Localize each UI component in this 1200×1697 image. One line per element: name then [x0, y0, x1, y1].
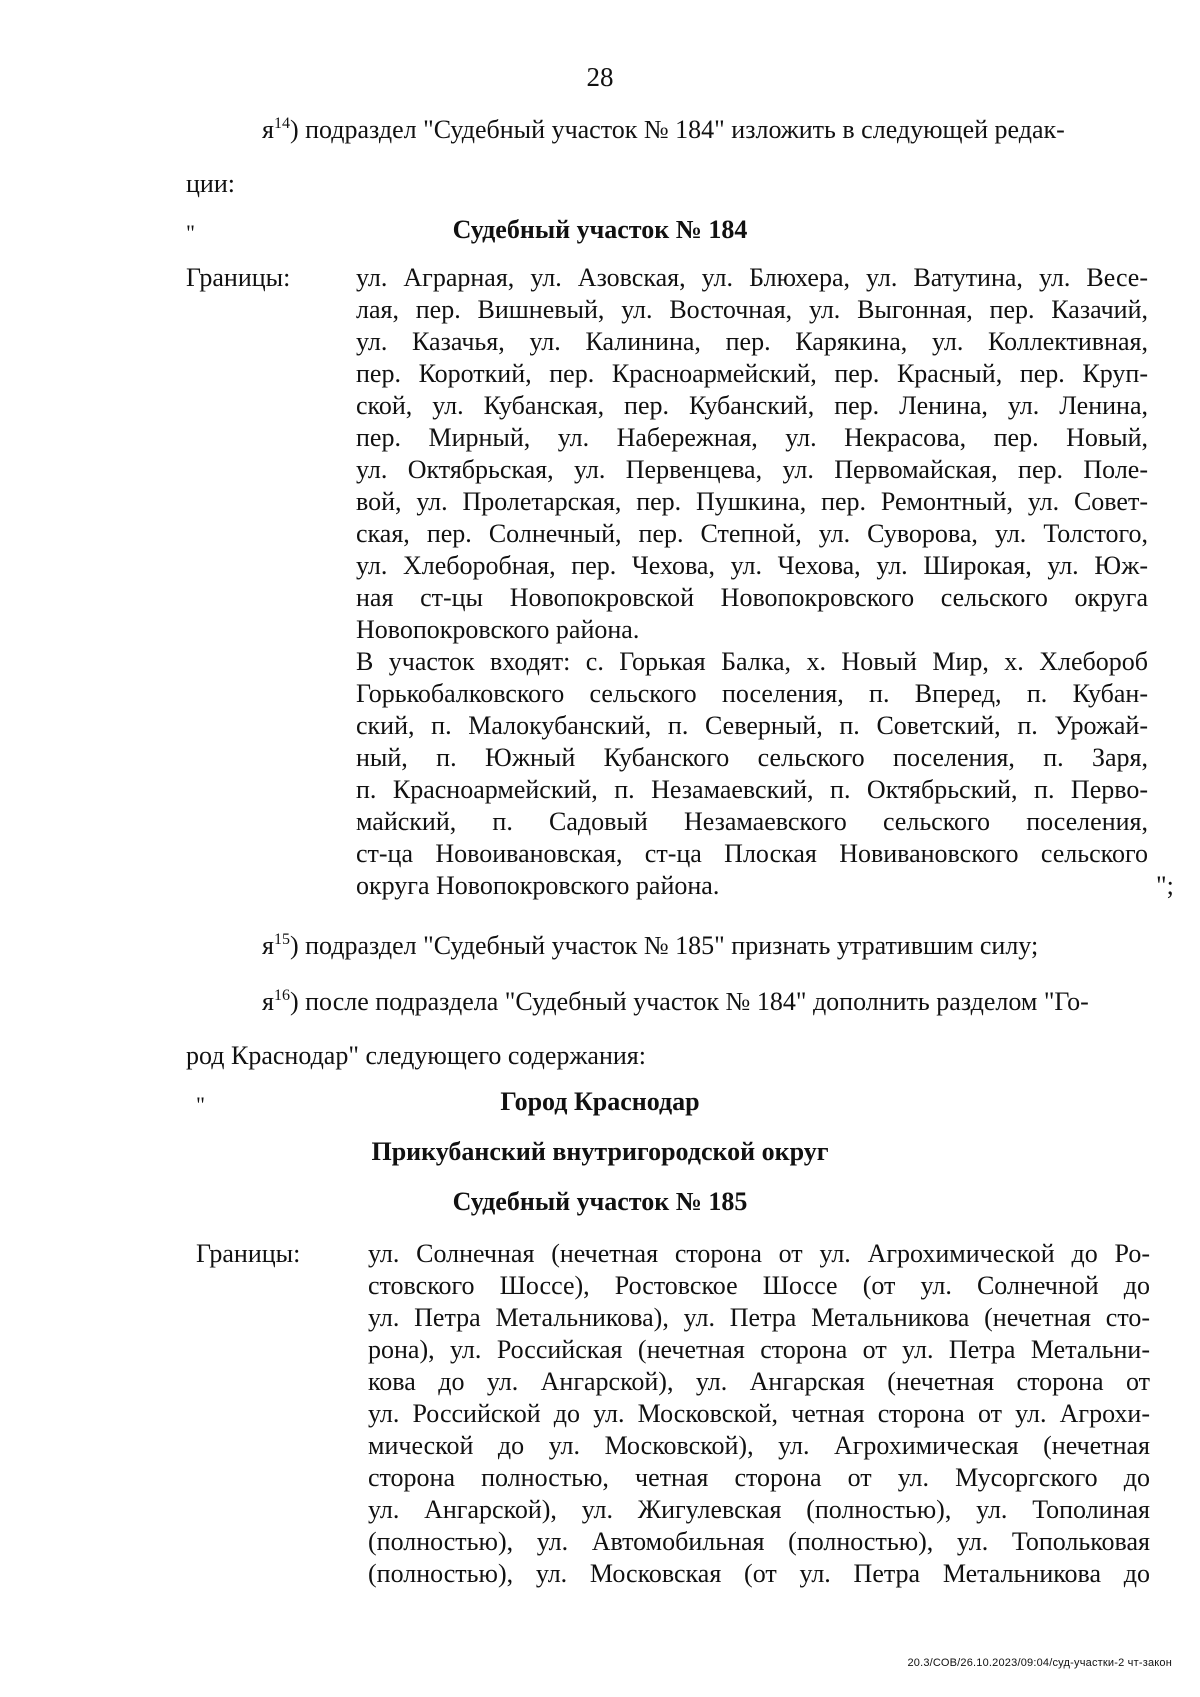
item-ya14-line1 [262, 114, 1065, 146]
city-heading: Город Краснодар [500, 1087, 700, 1116]
item-ya16-line1 [262, 986, 1089, 1018]
section-185-title: Судебный участок № 185 [452, 1187, 748, 1216]
text-line: ная ст-цы Новопокровской Новопокровского сельского округа [356, 583, 1148, 612]
item-ya15 [262, 930, 1038, 962]
text-line: ст-ца Новоивановская, ст-ца Плоская Новивановского сельского [356, 839, 1148, 868]
text-line: ул. Казачья, ул. Калинина, пер. Карякина, ул. Коллективная, [356, 327, 1148, 356]
text-line: Горькобалковского сельского поселения, п. Вперед, п. Кубан- [356, 679, 1148, 708]
section-184-label: Границы: [186, 263, 291, 292]
text-line: ул. Петра Метальникова), ул. Петра Метальникова (нечетная сто- [368, 1303, 1150, 1332]
text-line: майский, п. Садовый Незамаевского сельского поселения, [356, 807, 1148, 836]
text-line: п. Красноармейский, п. Незамаевский, п. Октябрьский, п. Перво- [356, 775, 1148, 804]
text-line: ул. Октябрьская, ул. Первенцева, ул. Первомайская, пер. Поле- [356, 455, 1148, 484]
section-185-label: Границы: [196, 1239, 301, 1268]
section-184-end-quote: "; [1156, 871, 1174, 900]
text-line: ский, п. Малокубанский, п. Северный, п. Советский, п. Урожай- [356, 711, 1148, 740]
text-line: сторона полностью, четная сторона от ул. Мусоргского до [368, 1463, 1150, 1492]
item-ya16-text: ) после подраздела "Судебный участок № 184" дополнить разделом "Го- [289, 987, 1089, 1016]
text-line: стовского Шоссе), Ростовское Шоссе (от ул. Солнечной до [368, 1271, 1150, 1300]
text-line: Новопокровского района. [356, 615, 640, 644]
open-quote-krasnodar: " [196, 1092, 205, 1117]
district-heading: Прикубанский внутригородской округ [371, 1137, 829, 1166]
document-footer: 20.3/СОВ/26.10.2023/09:04/суд-участки-2 чт-закон [907, 1657, 1172, 1669]
text-line: пер. Короткий, пер. Красноармейский, пер. Красный, пер. Круп- [356, 359, 1148, 388]
section-185-text [368, 1238, 1150, 1590]
text-line: ул. Российской до ул. Московской, четная сторона от ул. Агрохи- [368, 1399, 1150, 1428]
open-quote-184: " [186, 220, 195, 245]
item-ya16-prefix: я [262, 987, 274, 1016]
item-ya16-line2: род Краснодар" следующего содержания: [186, 1041, 646, 1070]
text-line: ул. Хлеборобная, пер. Чехова, ул. Чехова, ул. Широкая, ул. Юж- [356, 551, 1148, 580]
text-line: ской, ул. Кубанская, пер. Кубанский, пер. Ленина, ул. Ленина, [356, 391, 1148, 420]
text-line: округа Новопокровского района. [356, 871, 720, 900]
text-line: пер. Мирный, ул. Набережная, ул. Некрасова, пер. Новый, [356, 423, 1148, 452]
section-184-text [356, 262, 1148, 902]
text-line: лая, пер. Вишневый, ул. Восточная, ул. Выгонная, пер. Казачий, [356, 295, 1148, 324]
item-ya14-prefix: я [262, 115, 274, 144]
text-line: рона), ул. Российская (нечетная сторона от ул. Петра Метальни- [368, 1335, 1150, 1364]
text-line: мической до ул. Московской), ул. Агрохимическая (нечетная [368, 1431, 1150, 1460]
text-line: кова до ул. Ангарской), ул. Ангарская (нечетная сторона от [368, 1367, 1150, 1396]
item-ya16-sup: 16 [273, 987, 290, 1004]
page-number: 28 [586, 62, 614, 92]
item-ya14-line2: ции: [186, 169, 235, 198]
text-line: ул. Солнечная (нечетная сторона от ул. Агрохимической до Ро- [368, 1239, 1150, 1268]
text-line: (полностью), ул. Автомобильная (полностью), ул. Топольковая [368, 1527, 1150, 1556]
text-line: ул. Ангарской), ул. Жигулевская (полностью), ул. Тополиная [368, 1495, 1150, 1524]
text-line: В участок входят: с. Горькая Балка, х. Новый Мир, х. Хлебороб [356, 647, 1148, 676]
item-ya15-prefix: я [262, 931, 274, 960]
text-line: ская, пер. Солнечный, пер. Степной, ул. Суворова, ул. Толстого, [356, 519, 1148, 548]
item-ya15-sup: 15 [273, 931, 290, 948]
item-ya14-text: ) подраздел "Судебный участок № 184" изложить в следующей редак- [289, 115, 1065, 144]
text-line: вой, ул. Пролетарская, пер. Пушкина, пер. Ремонтный, ул. Совет- [356, 487, 1148, 516]
text-line: ул. Аграрная, ул. Азовская, ул. Блюхера, ул. Ватутина, ул. Весе- [356, 263, 1148, 292]
item-ya14-sup: 14 [273, 115, 290, 132]
section-184-title: Судебный участок № 184 [452, 215, 748, 244]
text-line: (полностью), ул. Московская (от ул. Петра Метальникова до [368, 1559, 1150, 1588]
text-line: ный, п. Южный Кубанского сельского поселения, п. Заря, [356, 743, 1148, 772]
item-ya15-text: ) подраздел "Судебный участок № 185" признать утратившим силу; [289, 931, 1039, 960]
